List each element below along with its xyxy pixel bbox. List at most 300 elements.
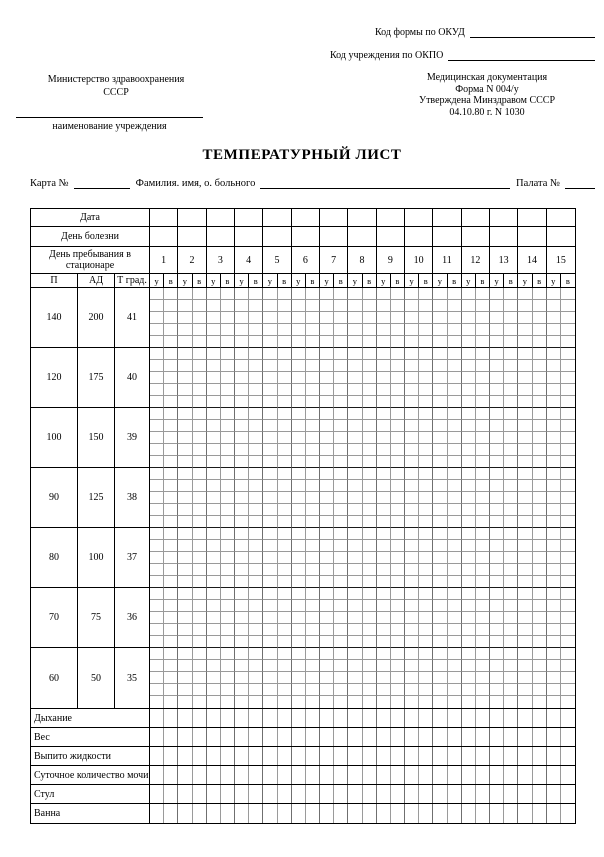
- grid-cell: [518, 612, 532, 624]
- grid-cell: [320, 660, 334, 672]
- bottom-grid-cell: [561, 766, 575, 784]
- grid-cell: [377, 480, 391, 492]
- grid-cell: [518, 492, 532, 504]
- grid-cell: [433, 564, 447, 576]
- grid-cell: [419, 636, 433, 648]
- day-blank-cell: [178, 227, 206, 246]
- grid-cell: [235, 288, 249, 300]
- grid-cell: [561, 432, 575, 444]
- grid-cell: [518, 456, 532, 468]
- grid-cell: [363, 468, 377, 480]
- grid-cell: [193, 300, 207, 312]
- bottom-grid-cell: [221, 709, 235, 727]
- bottom-grid-cell: [207, 747, 221, 765]
- stay-day-number: 13: [490, 247, 518, 273]
- grid-cell: [150, 576, 164, 588]
- grid-cell: [221, 540, 235, 552]
- grid-cell: [235, 372, 249, 384]
- grid-cell: [164, 324, 178, 336]
- grid-cell: [164, 300, 178, 312]
- grid-cell: [193, 612, 207, 624]
- grid-cell: [533, 348, 547, 360]
- grid-cell: [306, 444, 320, 456]
- grid-cell: [419, 336, 433, 348]
- uv-subcolumn-label: в: [306, 274, 320, 287]
- grid-cell: [448, 396, 462, 408]
- grid-cell: [320, 516, 334, 528]
- grid-cell: [306, 552, 320, 564]
- grid-cell: [533, 624, 547, 636]
- patient-info-line: [30, 177, 595, 191]
- grid-cell: [249, 612, 263, 624]
- bottom-grid-cell: [533, 728, 547, 746]
- grid-cell: [533, 456, 547, 468]
- grid-cell: [504, 456, 518, 468]
- grid-cell: [405, 624, 419, 636]
- grid-cell: [419, 576, 433, 588]
- bottom-grid-cell: [504, 785, 518, 803]
- grid-cell: [193, 624, 207, 636]
- bottom-grid-cell: [150, 804, 164, 823]
- grid-cell: [178, 420, 192, 432]
- grid-cell: [547, 396, 561, 408]
- grid-cell: [433, 288, 447, 300]
- grid-cell: [433, 444, 447, 456]
- day-blank-cell: [490, 209, 518, 226]
- grid-cell: [178, 648, 192, 660]
- grid-cell: [405, 516, 419, 528]
- grid-cell: [306, 516, 320, 528]
- grid-cell: [547, 660, 561, 672]
- grid-cell: [448, 420, 462, 432]
- doc-info-block: [388, 72, 586, 118]
- grid-cell: [292, 684, 306, 696]
- grid-cell: [178, 624, 192, 636]
- bottom-grid-cell: [377, 785, 391, 803]
- grid-cell: [221, 516, 235, 528]
- grid-cell: [405, 504, 419, 516]
- grid-cell: [377, 408, 391, 420]
- grid-cell: [150, 636, 164, 648]
- grid-cell: [178, 564, 192, 576]
- uv-subcolumn-label: в: [193, 274, 207, 287]
- grid-cell: [490, 348, 504, 360]
- grid-cell: [561, 564, 575, 576]
- grid-cell: [334, 372, 348, 384]
- grid-cell: [405, 408, 419, 420]
- grid-cell: [292, 624, 306, 636]
- grid-cell: [490, 684, 504, 696]
- grid-cell: [490, 516, 504, 528]
- scale-pulse-value: 80: [31, 528, 78, 588]
- grid-cell: [476, 408, 490, 420]
- bottom-grid-cell: [448, 709, 462, 727]
- grid-cell: [476, 468, 490, 480]
- grid-cell: [235, 348, 249, 360]
- bottom-grid-cell: [419, 785, 433, 803]
- day-blank-cell: [547, 227, 575, 246]
- grid-cell: [405, 432, 419, 444]
- grid-cell: [377, 636, 391, 648]
- grid-cell: [433, 456, 447, 468]
- bottom-grid-cell: [221, 766, 235, 784]
- grid-cell: [207, 312, 221, 324]
- grid-cell: [334, 612, 348, 624]
- ministry-block: [25, 73, 207, 99]
- grid-cell: [518, 552, 532, 564]
- bottom-grid-cell: [320, 709, 334, 727]
- grid-cell: [518, 300, 532, 312]
- grid-cell: [377, 516, 391, 528]
- grid-cell: [547, 600, 561, 612]
- grid-cell: [419, 360, 433, 372]
- grid-cell: [348, 660, 362, 672]
- grid-cell: [164, 564, 178, 576]
- grid-cell: [263, 660, 277, 672]
- grid-cell: [178, 360, 192, 372]
- grid-cell: [561, 384, 575, 396]
- grid-cell: [405, 612, 419, 624]
- grid-cell: [278, 324, 292, 336]
- grid-cell: [490, 336, 504, 348]
- grid-cell: [462, 360, 476, 372]
- grid-cell: [348, 480, 362, 492]
- grid-cell: [249, 696, 263, 708]
- scale-pulse-value: 100: [31, 408, 78, 468]
- grid-cell: [391, 480, 405, 492]
- grid-cell: [348, 612, 362, 624]
- bottom-grid-cell: [462, 804, 476, 823]
- grid-cell: [433, 372, 447, 384]
- grid-cell: [292, 480, 306, 492]
- bottom-row: [31, 747, 575, 766]
- grid-cell: [533, 432, 547, 444]
- grid-cell: [150, 552, 164, 564]
- grid-cell: [405, 492, 419, 504]
- grid-cell: [178, 528, 192, 540]
- grid-cell: [533, 540, 547, 552]
- grid-cell: [334, 396, 348, 408]
- uv-subcolumn-label: в: [334, 274, 348, 287]
- grid-cell: [547, 444, 561, 456]
- grid-cell: [178, 504, 192, 516]
- bottom-row: [31, 766, 575, 785]
- bottom-grid-cell: [292, 785, 306, 803]
- grid-cell: [490, 360, 504, 372]
- grid-cell: [249, 600, 263, 612]
- grid-cell: [448, 348, 462, 360]
- grid-cell: [320, 636, 334, 648]
- grid-cell: [419, 300, 433, 312]
- grid-cell: [377, 492, 391, 504]
- grid-cell: [150, 456, 164, 468]
- grid-cell: [249, 540, 263, 552]
- bottom-grid-cell: [235, 747, 249, 765]
- grid-cell: [221, 672, 235, 684]
- okud-label: Код формы по ОКУД: [375, 27, 465, 38]
- grid-cell: [348, 504, 362, 516]
- grid-cell: [292, 396, 306, 408]
- grid-cell: [221, 312, 235, 324]
- bottom-grid-cell: [334, 785, 348, 803]
- grid-cell: [518, 624, 532, 636]
- grid-cell: [363, 648, 377, 660]
- bottom-grid-cell: [518, 728, 532, 746]
- grid-cell: [504, 348, 518, 360]
- grid-cell: [164, 384, 178, 396]
- grid-cell: [249, 348, 263, 360]
- grid-cell: [433, 672, 447, 684]
- grid-cell: [462, 612, 476, 624]
- bottom-row: [31, 709, 575, 728]
- grid-cell: [391, 588, 405, 600]
- bottom-grid-cell: [405, 709, 419, 727]
- grid-cell: [476, 372, 490, 384]
- scale-temperature-value: 38: [115, 468, 150, 528]
- grid-cell: [164, 396, 178, 408]
- grid-cell: [391, 660, 405, 672]
- grid-cell: [348, 672, 362, 684]
- grid-cell: [334, 468, 348, 480]
- grid-cell: [348, 552, 362, 564]
- grid-cell: [547, 300, 561, 312]
- grid-cell: [249, 552, 263, 564]
- grid-cell: [518, 564, 532, 576]
- bottom-grid-cell: [405, 747, 419, 765]
- grid-cell: [150, 336, 164, 348]
- grid-cell: [306, 480, 320, 492]
- grid-cell: [363, 384, 377, 396]
- ministry-line1: Министерство здравоохранения: [47, 74, 185, 85]
- bottom-grid-cell: [533, 766, 547, 784]
- bottom-grid-cell: [292, 804, 306, 823]
- grid-cell: [363, 336, 377, 348]
- grid-cell: [391, 372, 405, 384]
- grid-cell: [448, 336, 462, 348]
- grid-cell: [334, 540, 348, 552]
- grid-cell: [306, 600, 320, 612]
- bottom-grid-cell: [433, 709, 447, 727]
- grid-cell: [448, 480, 462, 492]
- okpo-blank-line: [448, 60, 595, 61]
- grid-cell: [419, 696, 433, 708]
- day-blank-cell: [547, 209, 575, 226]
- grid-cell: [462, 348, 476, 360]
- grid-cell: [164, 648, 178, 660]
- grid-cell: [533, 648, 547, 660]
- bottom-grid-cell: [164, 728, 178, 746]
- grid-cell: [249, 360, 263, 372]
- grid-cell: [448, 300, 462, 312]
- grid-cell: [235, 444, 249, 456]
- bottom-grid-cell: [533, 785, 547, 803]
- scale-temperature-value: 39: [115, 408, 150, 468]
- grid-cell: [433, 516, 447, 528]
- bottom-rows-section: [31, 709, 575, 823]
- grid-cell: [547, 528, 561, 540]
- bottom-grid-cell: [518, 785, 532, 803]
- grid-cell: [419, 600, 433, 612]
- stay-day-number: 1: [150, 247, 178, 273]
- day-blank-cell: [178, 209, 206, 226]
- grid-cell: [235, 696, 249, 708]
- scale-bp-value: 50: [78, 648, 115, 708]
- grid-cell: [292, 360, 306, 372]
- grid-cell: [533, 288, 547, 300]
- grid-cell: [334, 480, 348, 492]
- grid-cell: [547, 636, 561, 648]
- uv-subcolumn-label: у: [433, 274, 447, 287]
- grid-cell: [178, 336, 192, 348]
- grid-cell: [207, 528, 221, 540]
- grid-cell: [504, 516, 518, 528]
- grid-cell: [306, 372, 320, 384]
- grid-cell: [334, 588, 348, 600]
- bottom-grid-cell: [433, 804, 447, 823]
- grid-cell: [164, 312, 178, 324]
- grid-cell: [391, 576, 405, 588]
- grid-cell: [249, 504, 263, 516]
- stay-day-label: День пребывания в стационаре: [31, 247, 150, 273]
- grid-cell: [504, 360, 518, 372]
- grid-cell: [207, 600, 221, 612]
- grid-cell: [249, 324, 263, 336]
- grid-cell: [518, 444, 532, 456]
- grid-cell: [164, 432, 178, 444]
- grid-cell: [533, 696, 547, 708]
- stay-day-number: 12: [462, 247, 490, 273]
- grid-cell: [391, 384, 405, 396]
- grid-cell: [263, 420, 277, 432]
- grid-cell: [292, 408, 306, 420]
- okud-code-row: [375, 26, 595, 39]
- grid-cell: [292, 552, 306, 564]
- grid-cell: [235, 552, 249, 564]
- grid-cell: [278, 372, 292, 384]
- grid-cell: [207, 564, 221, 576]
- bottom-grid-cell: [249, 766, 263, 784]
- grid-cell: [476, 636, 490, 648]
- grid-cell: [377, 372, 391, 384]
- grid-cell: [320, 588, 334, 600]
- grid-cell: [377, 360, 391, 372]
- grid-cell: [278, 516, 292, 528]
- grid-cell: [348, 600, 362, 612]
- temperature-table: [30, 208, 576, 824]
- grid-cell: [476, 384, 490, 396]
- bottom-grid-cell: [490, 747, 504, 765]
- grid-cell: [419, 588, 433, 600]
- bottom-grid-cell: [320, 747, 334, 765]
- bottom-grid-cell: [419, 747, 433, 765]
- grid-cell: [391, 396, 405, 408]
- grid-cell: [490, 540, 504, 552]
- bottom-grid-cell: [164, 804, 178, 823]
- page-title: ТЕМПЕРАТУРНЫЙ ЛИСТ: [202, 147, 402, 163]
- grid-cell: [490, 420, 504, 432]
- grid-cell: [193, 684, 207, 696]
- bottom-grid-cell: [363, 747, 377, 765]
- grid-cell: [334, 384, 348, 396]
- grid-cell: [150, 288, 164, 300]
- grid-cell: [462, 444, 476, 456]
- grid-cell: [462, 432, 476, 444]
- grid-cell: [419, 444, 433, 456]
- grid-cell: [462, 600, 476, 612]
- grid-cell: [476, 348, 490, 360]
- grid-cell: [377, 312, 391, 324]
- bottom-grid-cell: [504, 709, 518, 727]
- grid-cell: [377, 648, 391, 660]
- grid-cell: [476, 444, 490, 456]
- grid-cell: [263, 372, 277, 384]
- bottom-grid-cell: [405, 785, 419, 803]
- grid-cell: [263, 540, 277, 552]
- grid-cell: [306, 684, 320, 696]
- grid-cell: [377, 384, 391, 396]
- grid-cell: [278, 648, 292, 660]
- bottom-grid-cell: [561, 747, 575, 765]
- grid-cell: [292, 492, 306, 504]
- grid-cell: [164, 492, 178, 504]
- grid-cell: [178, 372, 192, 384]
- grid-cell: [207, 672, 221, 684]
- grid-cell: [221, 648, 235, 660]
- grid-cell: [476, 504, 490, 516]
- bottom-grid-cell: [150, 747, 164, 765]
- grid-cell: [207, 576, 221, 588]
- grid-cell: [348, 516, 362, 528]
- grid-cell: [504, 300, 518, 312]
- grid-cell: [235, 396, 249, 408]
- bottom-grid-cell: [504, 728, 518, 746]
- bottom-grid-cell: [334, 747, 348, 765]
- grid-cell: [363, 348, 377, 360]
- grid-cell: [178, 600, 192, 612]
- bottom-grid-cell: [391, 728, 405, 746]
- grid-cell: [533, 660, 547, 672]
- grid-cell: [476, 684, 490, 696]
- grid-cell: [193, 312, 207, 324]
- grid-cell: [178, 672, 192, 684]
- grid-cell: [448, 288, 462, 300]
- grid-cell: [405, 696, 419, 708]
- bottom-grid-cell: [334, 709, 348, 727]
- grid-cell: [207, 552, 221, 564]
- bottom-row: [31, 728, 575, 747]
- grid-cell: [490, 636, 504, 648]
- grid-cell: [476, 300, 490, 312]
- grid-cell: [320, 612, 334, 624]
- grid-cell: [348, 300, 362, 312]
- grid-cell: [207, 396, 221, 408]
- grid-cell: [150, 588, 164, 600]
- grid-cell: [547, 348, 561, 360]
- grid-cell: [363, 432, 377, 444]
- grid-cell: [334, 564, 348, 576]
- grid-cell: [419, 396, 433, 408]
- grid-cell: [405, 348, 419, 360]
- grid-cell: [193, 576, 207, 588]
- bottom-grid-cell: [292, 766, 306, 784]
- bottom-grid-cell: [348, 709, 362, 727]
- grid-cell: [306, 336, 320, 348]
- grid-cell: [433, 396, 447, 408]
- grid-cell: [348, 648, 362, 660]
- grid-cell: [504, 672, 518, 684]
- bottom-row-label: Дыхание: [31, 709, 150, 727]
- day-blank-cell: [235, 209, 263, 226]
